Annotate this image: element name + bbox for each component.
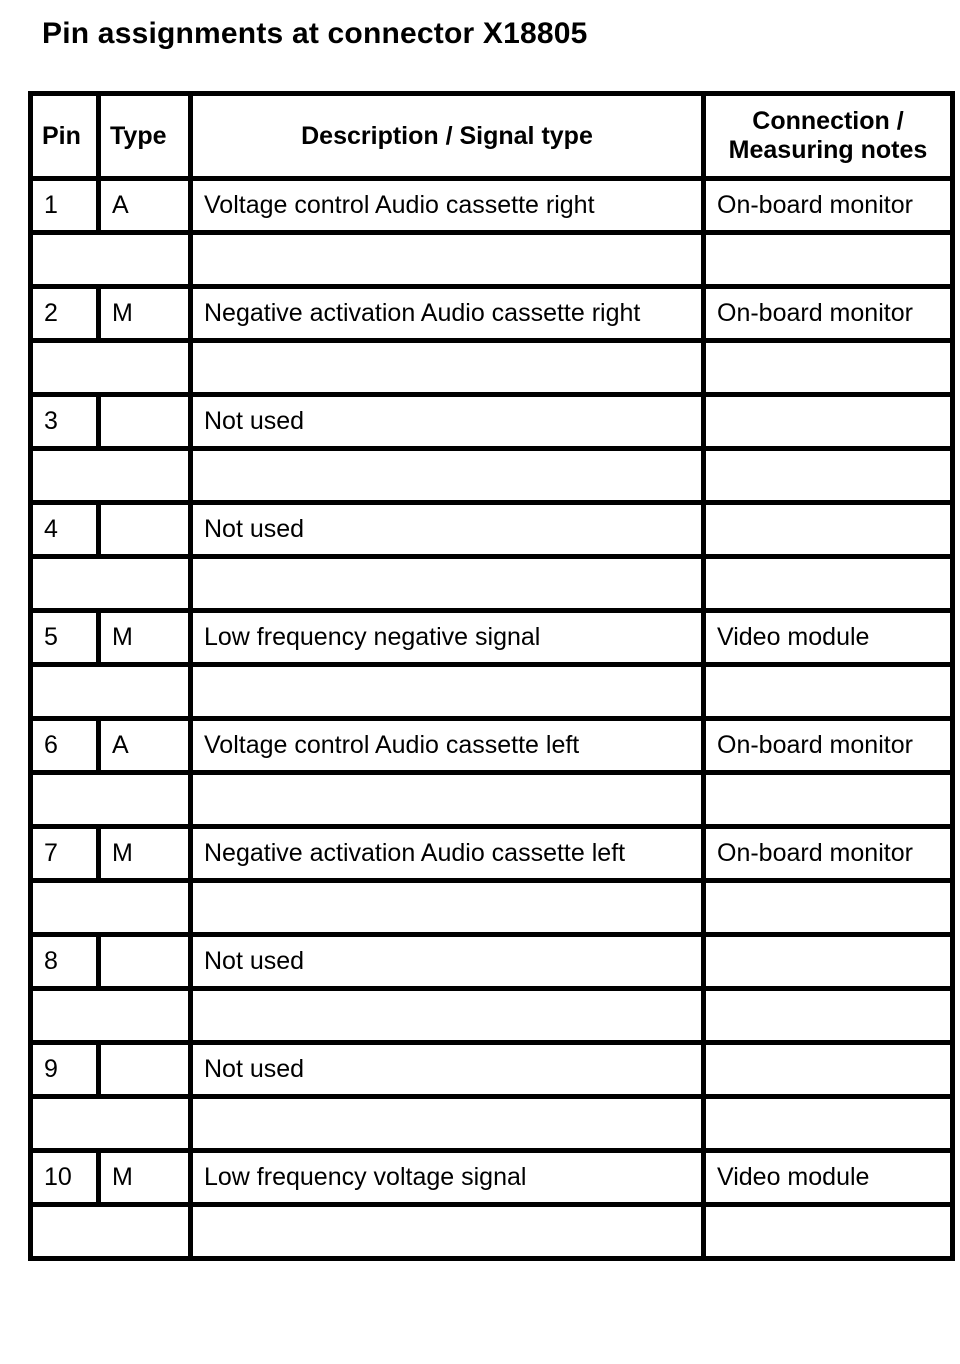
spacer-cell [191, 1097, 704, 1151]
spacer-row [31, 557, 953, 611]
page-title: Pin assignments at connector X18805 [42, 17, 588, 50]
pin-cell: 4 [31, 503, 99, 557]
table-row [31, 395, 953, 449]
spacer-row [31, 881, 953, 935]
type-cell: M [99, 287, 191, 341]
spacer-cell [31, 1205, 191, 1259]
pin-cell: 10 [31, 1151, 99, 1205]
spacer-cell [31, 341, 191, 395]
type-cell: A [99, 179, 191, 233]
pin-cell: 3 [31, 395, 99, 449]
type-cell [99, 503, 191, 557]
connection-cell: On-board monitor [704, 179, 953, 233]
spacer-cell [191, 989, 704, 1043]
table-row [31, 719, 953, 773]
connection-cell: Video module [704, 611, 953, 665]
description-cell: Not used [191, 503, 704, 557]
pin-cell: 6 [31, 719, 99, 773]
connection-cell [704, 935, 953, 989]
type-cell: M [99, 1151, 191, 1205]
spacer-cell [704, 1097, 953, 1151]
spacer-cell [31, 557, 191, 611]
description-cell: Not used [191, 395, 704, 449]
spacer-cell [191, 449, 704, 503]
spacer-row [31, 341, 953, 395]
connection-cell: On-board monitor [704, 719, 953, 773]
pin-cell: 5 [31, 611, 99, 665]
header-connection-line2: Measuring notes [728, 136, 928, 164]
pin-cell: 8 [31, 935, 99, 989]
header-connection-line1: Connection / [752, 107, 904, 135]
spacer-cell [191, 1205, 704, 1259]
description-cell: Not used [191, 1043, 704, 1097]
table-row [31, 503, 953, 557]
connection-cell [704, 503, 953, 557]
type-cell [99, 395, 191, 449]
spacer-row [31, 773, 953, 827]
description-cell: Low frequency negative signal [191, 611, 704, 665]
spacer-row [31, 1205, 953, 1259]
table-row [31, 1043, 953, 1097]
spacer-cell [31, 773, 191, 827]
spacer-cell [704, 1205, 953, 1259]
connection-cell [704, 395, 953, 449]
pin-assignment-table [28, 91, 955, 1261]
connection-cell: Video module [704, 1151, 953, 1205]
spacer-row [31, 233, 953, 287]
spacer-row [31, 665, 953, 719]
spacer-cell [191, 881, 704, 935]
spacer-cell [191, 233, 704, 287]
table-row [31, 179, 953, 233]
description-cell: Low frequency voltage signal [191, 1151, 704, 1205]
type-cell [99, 935, 191, 989]
table-row [31, 1151, 953, 1205]
spacer-row [31, 989, 953, 1043]
spacer-cell [31, 665, 191, 719]
spacer-cell [191, 557, 704, 611]
spacer-cell [704, 665, 953, 719]
header-pin: Pin [31, 94, 99, 179]
type-cell: M [99, 827, 191, 881]
table-body [31, 179, 953, 1259]
header-connection [704, 94, 953, 179]
description-cell: Negative activation Audio cassette right [191, 287, 704, 341]
spacer-cell [31, 881, 191, 935]
description-cell: Not used [191, 935, 704, 989]
spacer-cell [31, 1097, 191, 1151]
type-cell: A [99, 719, 191, 773]
pin-cell: 9 [31, 1043, 99, 1097]
connection-cell: On-board monitor [704, 287, 953, 341]
spacer-cell [704, 557, 953, 611]
spacer-cell [191, 341, 704, 395]
description-cell: Voltage control Audio cassette right [191, 179, 704, 233]
table-row [31, 827, 953, 881]
spacer-cell [704, 449, 953, 503]
spacer-cell [191, 665, 704, 719]
spacer-cell [704, 341, 953, 395]
table-row [31, 935, 953, 989]
description-cell: Negative activation Audio cassette left [191, 827, 704, 881]
spacer-cell [31, 449, 191, 503]
table-row [31, 287, 953, 341]
spacer-row [31, 449, 953, 503]
type-cell: M [99, 611, 191, 665]
spacer-cell [191, 773, 704, 827]
spacer-row [31, 1097, 953, 1151]
spacer-cell [704, 773, 953, 827]
header-description: Description / Signal type [191, 94, 704, 179]
type-cell [99, 1043, 191, 1097]
pin-cell: 2 [31, 287, 99, 341]
spacer-cell [31, 989, 191, 1043]
connection-cell [704, 1043, 953, 1097]
description-cell: Voltage control Audio cassette left [191, 719, 704, 773]
spacer-cell [704, 881, 953, 935]
spacer-cell [704, 233, 953, 287]
header-type: Type [99, 94, 191, 179]
connection-cell: On-board monitor [704, 827, 953, 881]
table-header-row [31, 94, 953, 179]
spacer-cell [704, 989, 953, 1043]
pin-cell: 1 [31, 179, 99, 233]
table-row [31, 611, 953, 665]
pin-cell: 7 [31, 827, 99, 881]
spacer-cell [31, 233, 191, 287]
